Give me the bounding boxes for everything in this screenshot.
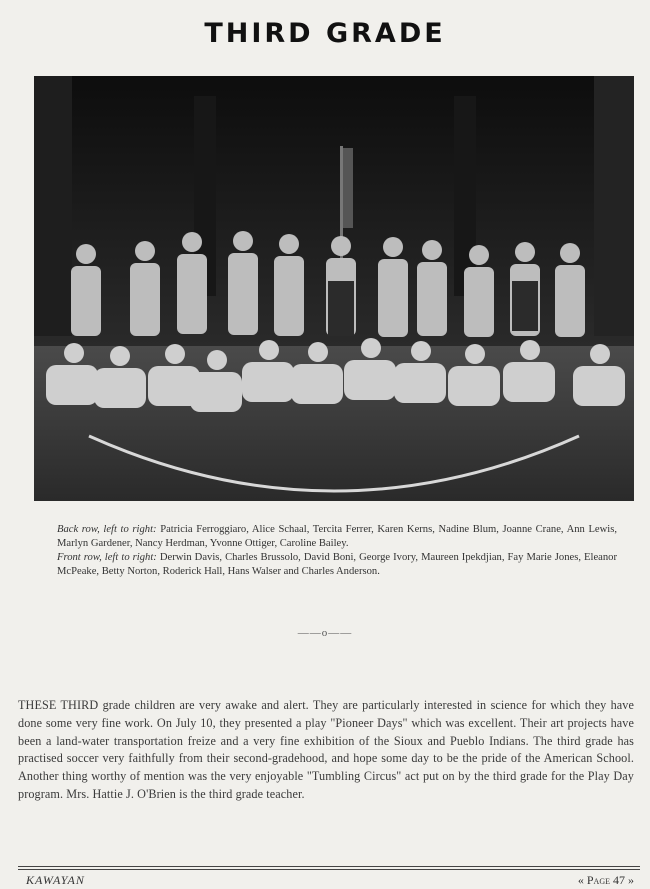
photo-caption	[57, 523, 617, 579]
front-row-label: Front row, left to right:	[57, 552, 157, 563]
footer-rule-top	[18, 866, 640, 867]
footer-rule-bottom	[18, 869, 640, 870]
page-title: THIRD GRADE	[204, 18, 446, 49]
class-photo-image	[34, 76, 634, 501]
class-photo	[34, 76, 634, 501]
footer-page-number: « Page 47 »	[577, 873, 634, 887]
front-row-names: Derwin Davis, Charles Brussolo, David Boni, George Ivory, Maureen Ipekdjian, Fay Marie Jones, Eleanor McPeake, Betty Norton, Roderick Hall, Hans Walser and Charles Anderson.	[57, 552, 617, 577]
footer-publication: KAWAYAN	[26, 873, 85, 887]
section-divider: ——o——	[297, 627, 353, 639]
back-row-label: Back row, left to right:	[57, 524, 157, 535]
body-paragraph: THESE THIRD grade children are very awake and alert. They are particularly interested in science for which they have done some very fine work. On July 10, they presented a play "Pioneer Days" which was excellent. Their art projects have been a land-water transportation freize and a very fine exhibition of the Sioux and Pueblo Indians. The third grade has practised soccer very faithfully from their second-gradehood, and hope some day to be the pride of the American School. Another thing worthy of mention was the very enjoyable "Tumbling Circus" act put on by the third grade for the Play Day program. Mrs. Hattie J. O'Brien is the third grade teacher.	[18, 698, 634, 801]
back-row-names: Patricia Ferroggiaro, Alice Schaal, Tercita Ferrer, Karen Kerns, Nadine Blum, Joanne Crane, Ann Lewis, Marlyn Gardener, Nancy Herdman, Yvonne Ottiger, Caroline Bailey.	[57, 524, 617, 549]
